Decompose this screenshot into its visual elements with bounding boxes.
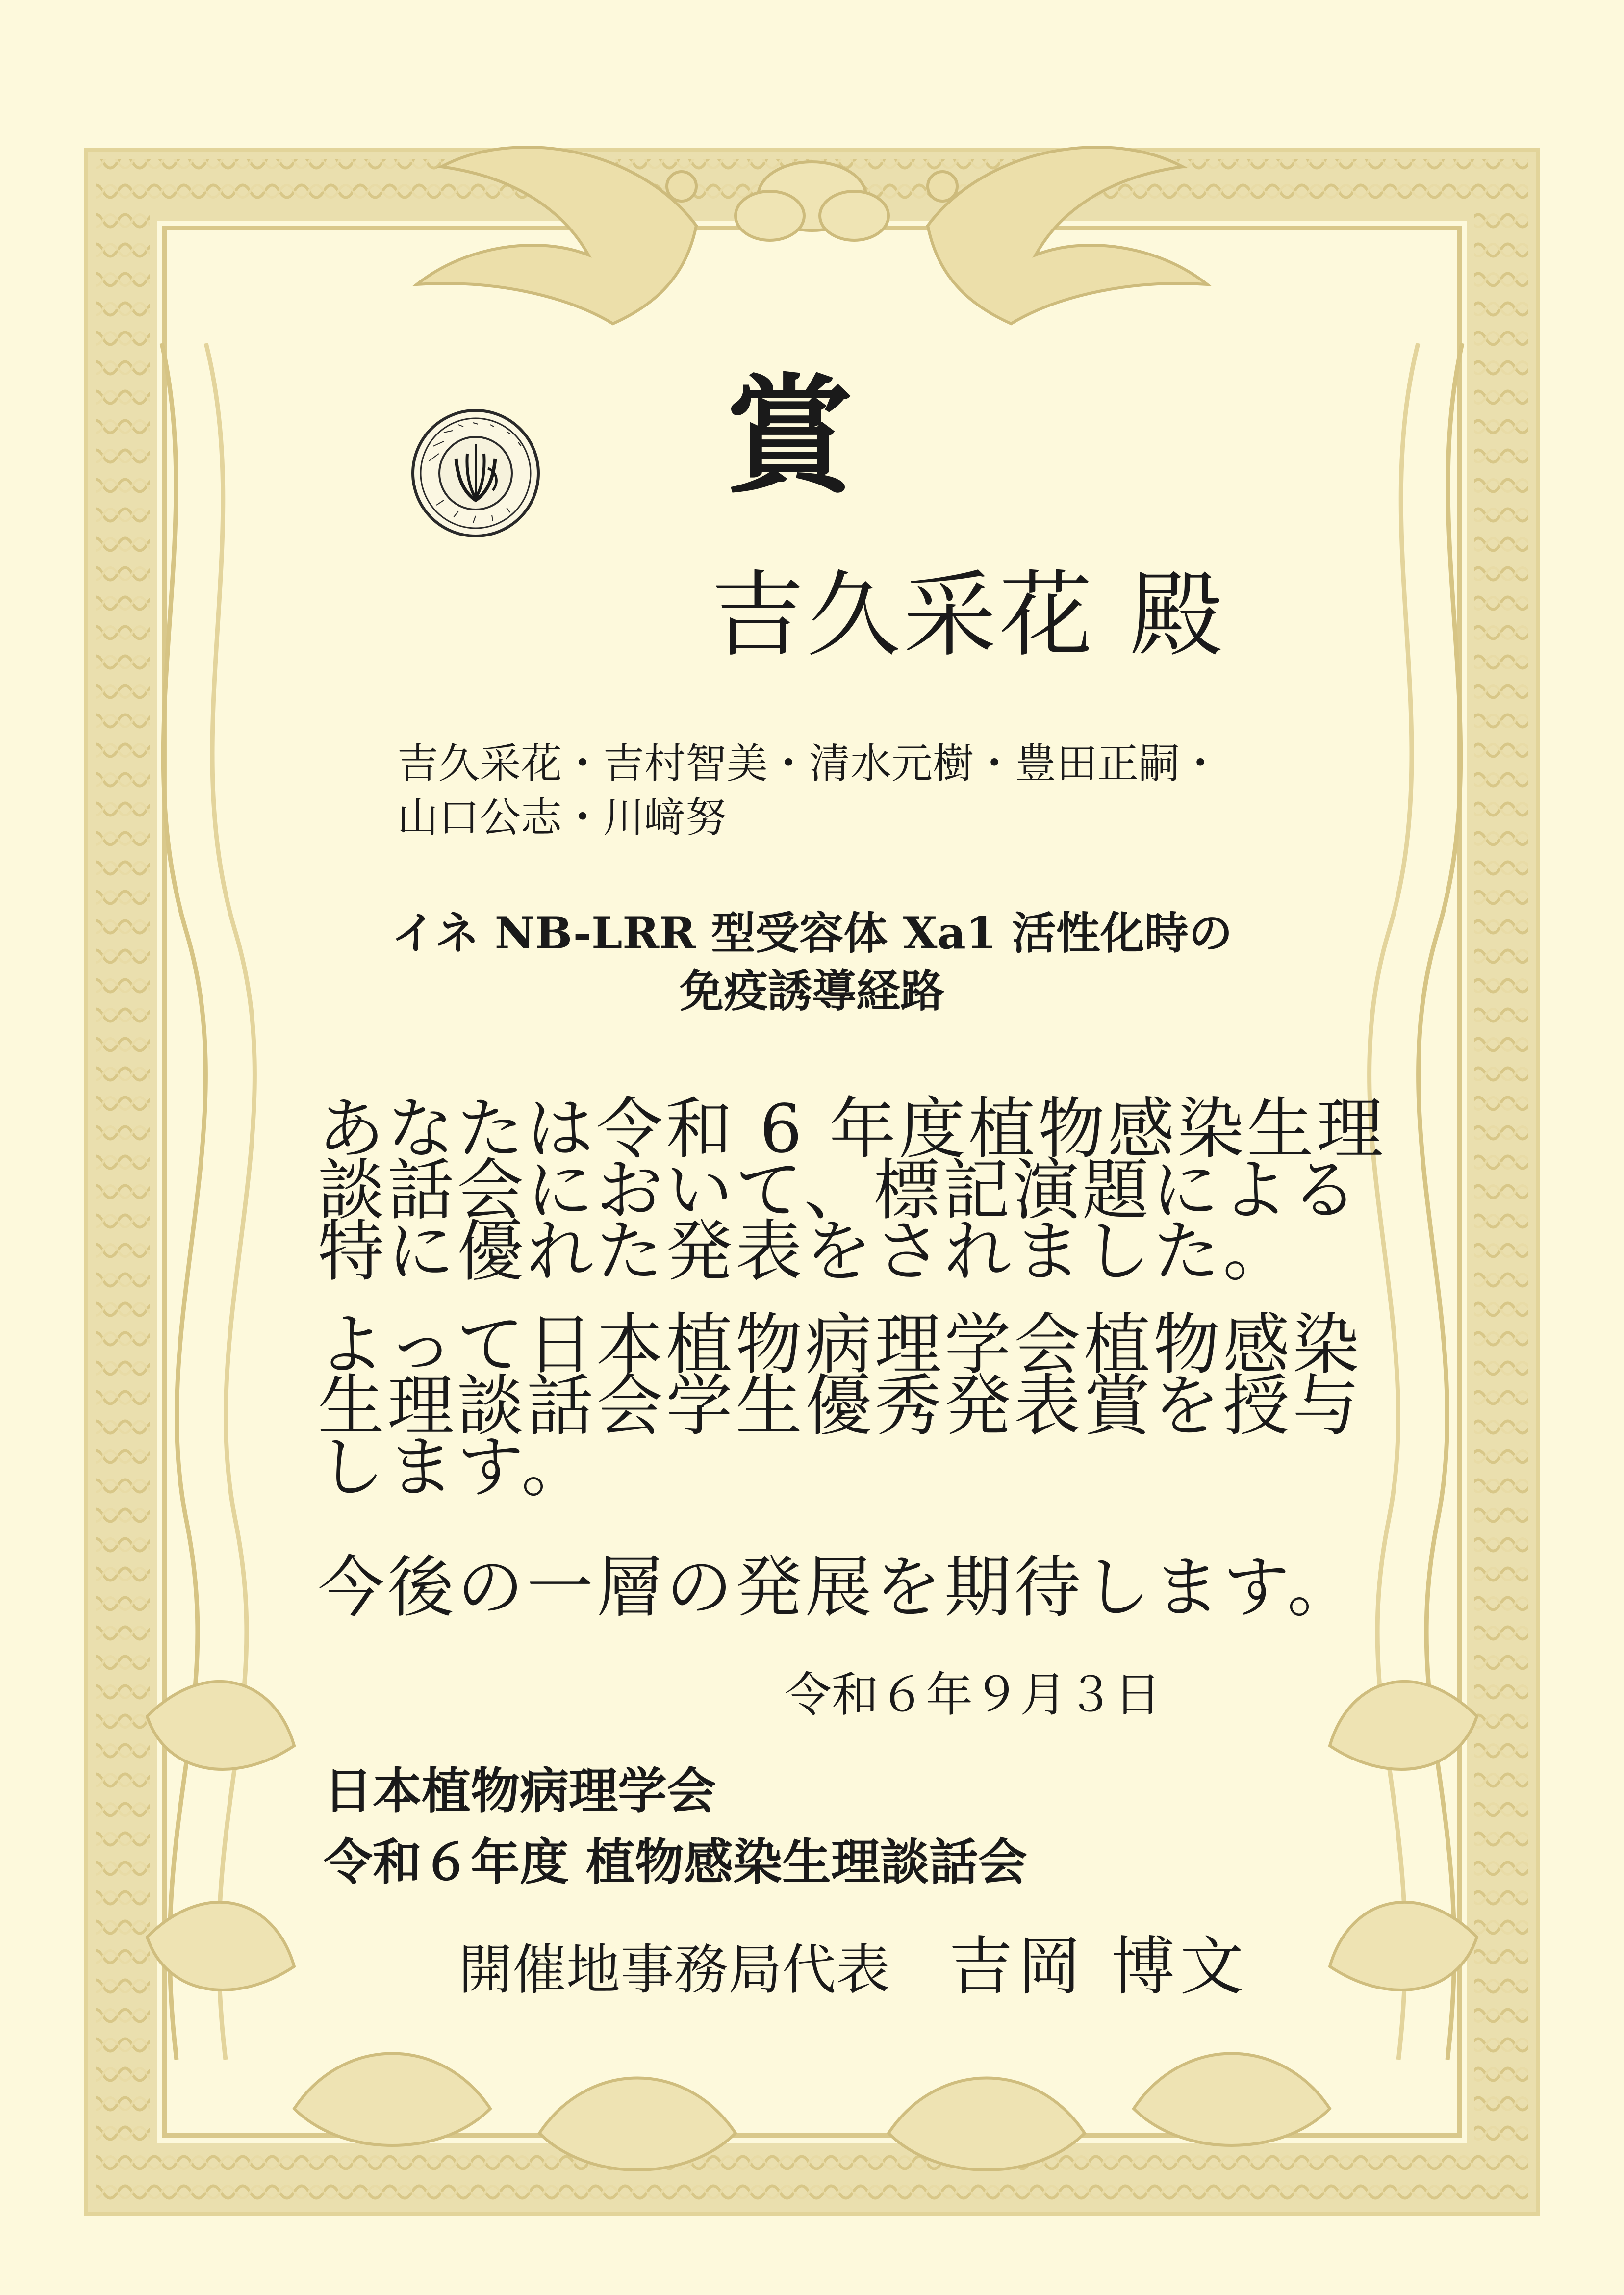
award-date: 令和６年９月３日 — [785, 1667, 1161, 1722]
bottom-leaf-ornament — [147, 1682, 1477, 2170]
issuer-org-line-2: 令和６年度 植物感染生理談話会 — [324, 1833, 1027, 1891]
representative-name: 吉岡 博文 — [949, 1929, 1249, 2004]
award-title: 賞 — [726, 361, 853, 511]
body-text-line-7: 今後の一層の発展を期待します。 — [318, 1549, 1357, 1627]
issuer-org-line-1: 日本植物病理学会 — [324, 1762, 716, 1820]
body-text-line-3: 特に優れた発表をされました。 — [318, 1213, 1293, 1291]
right-vine-ornament — [1370, 343, 1462, 2060]
left-vine-ornament — [162, 343, 254, 2060]
presentation-title-line-2: 免疫誘導経路 — [680, 965, 944, 1017]
authors-line-2: 山口公志・川﨑努 — [397, 793, 727, 842]
society-seal — [409, 407, 542, 539]
recipient-line — [711, 561, 1226, 669]
body-text-line-4: よって日本植物病理学会植物感染 — [318, 1306, 1362, 1384]
recipient-name: 吉久采花 — [711, 561, 1096, 669]
authors-line-1: 吉久采花・吉村智美・清水元樹・豊田正嗣・ — [397, 740, 1221, 788]
body-text-line-2: 談話会において、標記演題による — [318, 1152, 1361, 1229]
recipient-honorific: 殿 — [1130, 561, 1226, 669]
body-text-line-6: します。 — [318, 1429, 591, 1506]
presentation-title-line-1: イネ NB-LRR 型受容体 Xa1 活性化時の — [391, 907, 1233, 959]
body-text-line-5: 生理談話会学生優秀発表賞を授与 — [318, 1368, 1362, 1445]
representative-title: 開催地事務局代表 — [458, 1938, 890, 2001]
body-text-line-1: あなたは令和 6 年度植物感染生理 — [318, 1091, 1386, 1168]
